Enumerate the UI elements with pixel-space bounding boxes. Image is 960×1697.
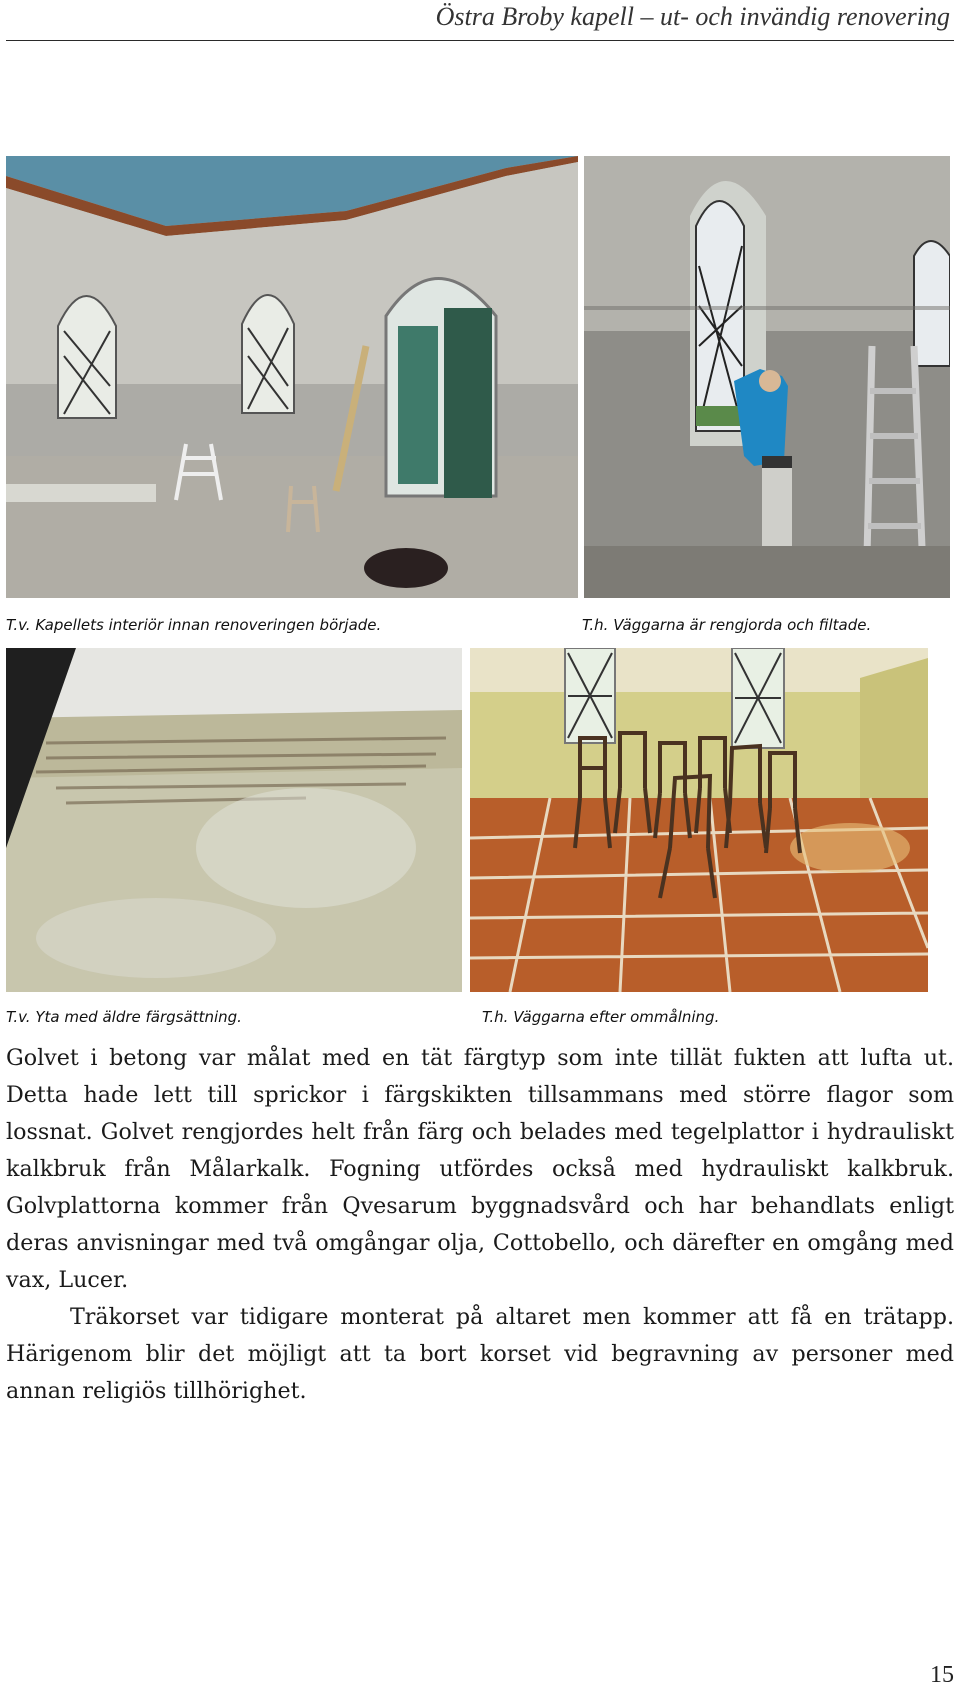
photo-caption: T.h. Väggarna är rengjorda och filtade. bbox=[582, 616, 872, 634]
photo-caption: T.v. Yta med äldre färgsättning. bbox=[6, 1008, 242, 1026]
body-paragraph: Träkorset var tidigare monterat på altaret men kommer att få en trätapp. Härigenom blir det möjligt att ta bort korset vid begravning av personer med annan religiös tillhörighet. bbox=[6, 1304, 954, 1404]
running-header bbox=[6, 0, 954, 41]
page-number: 15 bbox=[930, 1662, 954, 1688]
header-title: Östra Broby kapell – ut- och invändig renovering bbox=[435, 2, 950, 31]
photo-older-paint-layers bbox=[6, 648, 462, 992]
photo-caption: T.v. Kapellets interiör innan renoveringen började. bbox=[6, 616, 382, 634]
photo-chapel-interior-before bbox=[6, 156, 578, 598]
body-text bbox=[6, 1040, 954, 1410]
body-paragraph: Golvet i betong var målat med en tät färgtyp som inte tillät fukten att lufta ut. Detta hade lett till sprickor i färgskikten tillsammans med större flagor som lossnat. Golvet rengjordes helt från färg och belades med tegelplattor i hydrauliskt kalkbruk från Målarkalk. Fogning utfördes också med hydrauliskt kalkbruk. Golvplattorna kommer från Qvesarum byggnadsvård och har behandlats enligt deras anvisningar med två omgångar olja, Cottobello, och därefter en omgång med vax, Lucer. bbox=[6, 1045, 954, 1293]
photo-walls-cleaned-worker bbox=[584, 156, 950, 598]
photo-walls-after-repainting bbox=[470, 648, 928, 992]
photo-caption: T.h. Väggarna efter ommålning. bbox=[482, 1008, 720, 1026]
